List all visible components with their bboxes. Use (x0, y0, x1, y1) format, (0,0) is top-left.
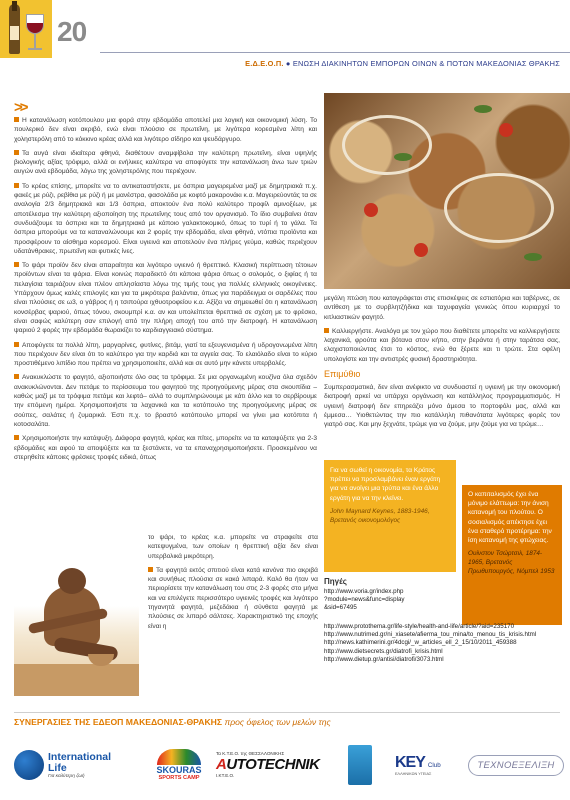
bullet-square-icon (14, 262, 19, 267)
quote-text: Για να σωθεί η οικονομία, τα Κράτος πρέπει να προσλαμβάνει έναν εργάτη για να ανοίγει μια τρύπα και ένα άλλο εργάτη για να την κλείνει. (330, 467, 441, 502)
paragraph: Τα αυγά είναι ιδιαίτερα φθηνά, διαθέτουν αναμφίβολα την καλύτερη πρωτεΐνη, είναι υψηλής βιολογικής αξίας τρόφιμο, αλλά οι ενήλικες καλύτερα να αποφύγετε την κατανάλωση άνω των τριών αυγών ανά εβδομάδα, λόγω της χοληστερόλης που περιέχουν. (14, 149, 317, 176)
bullet-square-icon (14, 117, 19, 122)
paragraph: Το ψάρι προϊόν δεν είναι απαραίτητα και λιγότερο υγιεινό ή θρεπτικό. Κλασική περίπτωση τέτοιων προϊόντων είναι τα ψάρια. Είναι κοινώς παραδεκτό ότι κάποια ψάρια όπως ο σολομός, ο ξιφίας ή τα πελαγίσια ταιριάζουν είναι πλέον απλησίαστα λόγω της τιμής τους για πολλές ελληνικές οικογένειες. Υπάρχουν όμως καλές επιλογές και για τα μικρότερα βαλάντια, όπως για παράδειγμα οι σαρδέλες που είναι πλούσιες σε ω3, ο γάβρος ή η τσιπούρα ιχθυοτροφείου κ.α. Αξίζει να σημειωθεί ότι η κατανάλωση κονσέρβας ψαριού, όπως τόνου, σκουμπρί κ.α. αν και υπολείπεται θρεπτικά σε σχέση με το φρέσκο, είναι σαφώς καλύτερη σαν επιλογή από την πλήρη αποχή του από την διατροφή. Η κατανάλωση ψαριού 2 φορές την εβδομάδα θωρακίζει το καρδιαγγειακό σύστημα. (14, 262, 317, 335)
bullet-square-icon (324, 328, 329, 333)
logo-text: Life (48, 761, 67, 774)
page-number: 20 (57, 16, 87, 47)
paragraph: Καλλιεργήστε. Αναλόγα με τον χώρο που διαθέτετε μπορείτε να καλλιεργήσετε λαχανικά, φρούτα και βότανα στον κήπο, στην βεράντα ή στην ταράτσα σας, ελαχιστοποιώντας έτσι το κόστος, ενώ θα ξέρετε και τι τρώτε. Στα οφέλη υπολογίστε και την αντιστρές φυσική δραστηριότητα. (324, 327, 560, 363)
org-full-name: ΕΝΩΣΗ ΔΙΑΚΙΝΗΤΩΝ ΕΜΠΟΡΩΝ ΟΙΝΩΝ & ΠΟΤΩΝ ΜΑΚΕΔΟΝΙΑΣ ΘΡΑΚΗΣ (292, 59, 560, 68)
quote-author: Ουίνστον Τσώρτσιλ, 1874-1965, Βρετανός Πρωθυπουργός, Νόμπελ 1953 (468, 550, 555, 576)
logo-text: ΤΕΧΝΟΕΞΕΛΙΞΗ (468, 755, 563, 776)
right-text-column (324, 294, 560, 435)
epilogue-title: Επιμύθιο (324, 369, 361, 380)
footer-divider (14, 712, 560, 713)
source-link[interactable]: http://www.dietsecrets.gr/diatrofi_krisis.html (324, 647, 443, 655)
sources-list-a (324, 588, 444, 613)
left-text-column (14, 101, 317, 467)
logo-small-text: Ι.ΚΤ.Ε.Ο. (216, 773, 235, 778)
emblem-icon (348, 745, 372, 785)
wine-bottle-icon (0, 0, 52, 58)
source-link[interactable]: http://www.voria.gr/index.php (324, 588, 404, 595)
churchill-quote-box (462, 485, 562, 625)
sources-list-b (324, 623, 564, 664)
source-link[interactable]: http://www.dietup.gr/antisi/diatrofi/3073.html (324, 655, 444, 663)
continuation-mark: >> (14, 99, 26, 116)
logo-text: SPORTS CAMP (158, 774, 200, 781)
logo-text: International (48, 750, 112, 763)
source-link[interactable]: http://news.kathimerini.gr/4dcgi/_w_articles_ell_2_15/10/2011_459388 (324, 639, 517, 647)
bullet-square-icon (14, 374, 19, 379)
logo-small-text: Τα Κ.Τ.Ε.Ο. της ΘΕΣΣΑΛΟΝΙΚΗΣ (216, 751, 285, 756)
paragraph: Η κατανάλωση κοτόπουλου μια φορά στην εβδομάδα αποτελεί μια λογική και οικονομική λύση. Το πουλερικό δεν είναι ακριβό, ενώ είναι πλούσιο σε πρωτεΐνη, με λιγότερα κορεσμένα λίπη και χοληστερόλη από το κόκκινο κρέας αλλά και λιγότερο σίδηρο και ψευδάργυρο. (14, 117, 317, 143)
paragraph: Τα φαγητά εκτός σπιτιού είναι κατά κανόνα πιο ακριβά και συνήθως πλούσια σε κακά λιπαρά. Καλό θα ήταν να περιορίσετε την κατανάλωση του στις 2-3 φορές στο μήνα και να επιλέγετε περισσότερο υγιεινές τροφές και λιγότερο τηγανητά φαγητά, μεζεδάκια ή σύνθετα φαγητά με πλούσιες σε λιπαρό σάλτσες. Χαρακτηριστικό της εποχής είναι η (148, 566, 318, 630)
autotechnik-logo (216, 742, 320, 788)
epilogue-text: Συμπερασματικά, δεν είναι ανέφικτο να συνδυαστεί η υγιεινή με την οικονομική διατροφή αρκεί να υπάρχει οργάνωση και κατάλληλος προγραμματισμός. Η υγιεινή διατροφή δεν επηρεάζει μόνο άμεσα το πορτοφόλι μας, αλλά και έμμεσα… Υιοθετώντας την πιο κατάλληλη πιθανότατα λιγότερες φορές τον γιατρό σας. Και μην ξεχνάτε, τρώμε για να ζούμε, μην ζούμε για να τρώμε… (324, 384, 560, 429)
bullet-square-icon (14, 342, 19, 347)
paragraph: Χρησιμοποιήστε την κατάψυξη. Διάφορα φαγητά, κρέας και πίτες, μπορείτε να τα καταψύξετε για 2-3 εβδομάδες και αφού τα αποψύξετε και τα ξεστάνετε, να τα επαναχρησιμοποιήσετε. Προσκεμένου να στερηθείτε κάποιες φρέσκες τροφές ειδικά, όπως (14, 435, 317, 461)
paragraph: μεγάλη πτώση που καταγράφεται στις επισκέψεις σε εστιατόρια και ταβέρνες, σε αντίθεση με το συρβλητζήδικα και ταχυφαγεία γενικώς όπου κυριαρχεί το κιτλιαστικών φαγητό. (324, 295, 560, 321)
source-link[interactable]: &sid=67495 (324, 604, 357, 612)
footer-title (14, 717, 331, 727)
paragraph: Αποφύγετε τα πολλά λίπη, μαργαρίνες, φυτίνες, βιτάμ, γιατί τα εξευγενισμένα ή υδρογονωμένα λίπη που περιέχουν δεν είναι ότι το καλύτερο για την καρδιά και τα αγγεία σας. Το ελαιόλαδο είναι το κύριο προστιθέμενο λιπίδιο που πρέπει να χρησιμοποιείτε, αλλά και σε αυτό μην κάνετε υπερβολές. (14, 341, 317, 368)
sitting-man-photo (14, 546, 139, 696)
texnoeselixi-logo (470, 742, 562, 788)
skouras-logo (148, 742, 210, 788)
rainbow-arc-icon (157, 749, 201, 765)
logo-text: Club (427, 762, 441, 769)
paragraph: το ψάρι, το κρέας κ.α. μπορείτε να στραφείτε στα κατεψυγμένα, των οποίων η θρεπτική αξία δεν είναι υπερβολικά μικρότερη. (148, 534, 318, 560)
bullet-square-icon (14, 183, 19, 188)
footer-title-sub: προς όφελος των μελών της (224, 717, 331, 727)
logo-small-text: ΕΛΛΗΝΙΚΩΝ ΥΓΕΙΑΣ (395, 772, 432, 776)
logo-tagline: Για καλύτερη ζωή (48, 773, 85, 779)
bullet-square-icon (148, 567, 153, 572)
header-divider (100, 52, 570, 53)
org-bullet-icon: ● (285, 59, 293, 68)
org-abbr: Ε.Δ.Ε.Ο.Π. (245, 59, 284, 68)
key-club-logo (395, 742, 455, 788)
logo-text: AUTOTECHNIK (216, 756, 320, 773)
quote-author: John Maynard Keynes, 1883-1946, Βρετανός οικονομολόγος (330, 507, 430, 524)
source-link[interactable]: ?module=news&func=display (324, 596, 405, 604)
source-link[interactable]: http://www.protothema.gr/life-style/health-and-life/article/?aid=235170 (324, 623, 515, 630)
paragraph: Το κρέας επίσης, μπορείτε να το αντικαταστήσετε, με όσπρια μαγειρεμένα μαζί με δημητριακά π.χ. φακές με ρύζι, ρεβίθια με ρύζι ή με μανέστρα, φασολάδα με κοφτό μακαρονάκι κ.α. Μαγειρεύοντάς τα σε αναλογία 2/3 δημητριακά και 1/3 όσπρια, αποκτούν ένα πολύ καλύτερο προφίλ αμινοξέων, με αποτέλεσμα την καλύτερη αξιοποίηση της πρωτεΐνης τους από τον οργανισμό. Το ίδιο συμβαίνει όταν συνδυάζουμε τα όσπρια και τα δημητριακά με κάποιο γαλακτοκομικό, όπως το τυρί ή το γάλα. Τα όσπρια μπορούμε να τα καταναλώνουμε και 2 φορές την εβδομάδα, είναι φθηνά, ντόπια προϊόντα και προσφέρουν το αίσθημα κορεσμού. Είναι υγιεινά και αποτελούν ένα πλήρες γεύμα, καθώς περιέχουν υδατάνθρακες, πρωτεΐνη και φυτικές ίνες. (14, 182, 317, 255)
org-name-line (245, 59, 560, 68)
partner-emblem-logo (346, 742, 374, 788)
bullet-square-icon (14, 150, 19, 155)
keynes-quote-box (324, 460, 456, 572)
source-link[interactable]: http://www.nutrimed.gr/ni_xiasete/afierma_tou_mina/to_menou_tis_krisis.html (324, 631, 537, 639)
international-life-logo (14, 742, 114, 788)
food-platter-photo (324, 93, 570, 289)
wrapped-text-column (148, 533, 318, 636)
footer-title-main: ΣΥΝΕΡΓΑΣΙΕΣ ΤΗΣ ΕΔΕΟΠ ΜΑΚΕΔΟΝΙΑΣ-ΘΡΑΚΗΣ (14, 717, 223, 727)
logo-text: KEY (395, 754, 425, 771)
logo-text: SKOURAS (156, 764, 202, 775)
paragraph: Ανακυκλώστε το φαγητό, αξιοποιήστε όλο σας τα τρόφιμα. Σε μια οργανωμένη κουζίνα όλα σχεδόν ανακυκλώνονται. Δεν πετάμε το περίσσευμα του φαγητού της προηγούμενης μέρας στα σκουπίδια –καθώς μαζί με τα τρόφιμα πετάμε και λεφτά– αλλά το συμπληρώνουμε με κάτι άλλο και το σερβίρουμε την επόμενη ημέρα. Χρησιμοποιήστε τα λαχανικά και τα κοτόπουλο της προηγούμενης μέρας σε σούπες, σαλάτες ή ζυμαρικά. Έστι π.χ. το βραστό κοτόπουλο μπορεί να γίνει μια κοτόπιτα ή κοτοσαλάτα. (14, 374, 317, 428)
sources-title: Πηγές (324, 577, 347, 586)
globe-icon (14, 750, 44, 780)
bullet-square-icon (14, 435, 19, 440)
page-header (0, 0, 570, 92)
quote-text: Ο καπιταλισμός έχει ένα μόνιμο ελάττωμα: την άνιση κατανομή του πλούτου. Ο σοσιαλισμός απέκτησε έχει ένα σταθερό προτέρημα: την ίση κατανομή της φτώχειας. (468, 491, 552, 545)
